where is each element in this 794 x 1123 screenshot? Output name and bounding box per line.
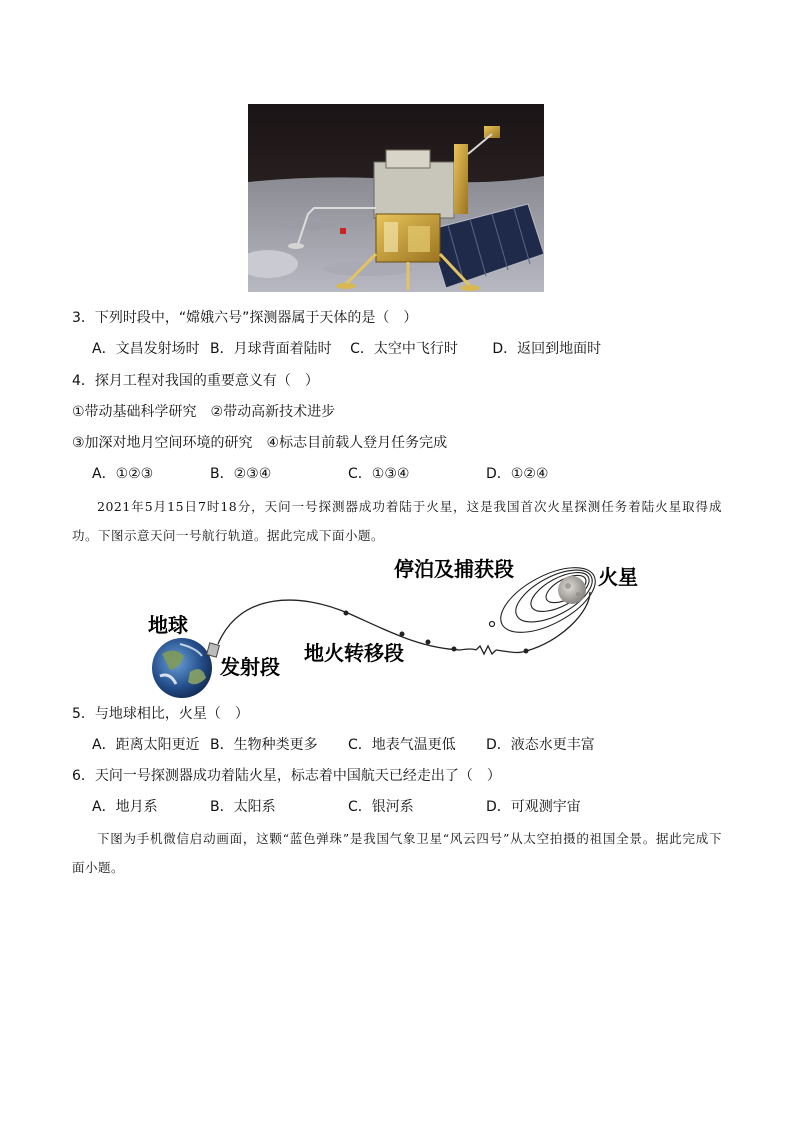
q4-item-2: ③加深对地月空间环境的研究 ④标志目前载人登月任务完成 [72,435,448,451]
q4-option-b[interactable]: B．②③④ [210,466,272,482]
mars-globe [558,576,586,604]
q5-stem: 5．与地球相比，火星（ ） [72,706,249,722]
q4-options [92,464,548,484]
q3-option-d[interactable]: D．返回到地面时 [492,341,602,357]
q6-option-a[interactable]: A．地月系 [92,799,158,815]
q3-option-a[interactable]: A．文昌发射场时 [92,341,200,357]
q6-option-d[interactable]: D．可观测宇宙 [486,799,581,815]
q4-option-c[interactable]: C．①③④ [348,466,410,482]
q6-stem: 6．天问一号探测器成功着陆火星，标志着中国航天已经走出了（ ） [72,768,501,784]
q6-option-b[interactable]: B．太阳系 [210,799,276,815]
label-transfer: 地火转移段 [304,641,404,665]
label-earth: 地球 [148,613,188,637]
q5-option-c[interactable]: C．地表气温更低 [348,737,456,753]
q4-option-d[interactable]: D．①②④ [486,466,549,482]
q5-option-a[interactable]: A．距离太阳更近 [92,737,200,753]
q4-option-a[interactable]: A．①②③ [92,466,154,482]
label-parking: 停泊及捕获段 [394,557,514,581]
q6-option-c[interactable]: C．银河系 [348,799,414,815]
q5-option-d[interactable]: D．液态水更丰富 [486,737,595,753]
earth-globe [152,638,212,698]
q3-stem: 3．下列时段中，“嫦娥六号”探测器属于天体的是（ ） [72,310,418,326]
q3-options [92,339,601,359]
q5-options [92,735,595,755]
q6-options [92,797,581,817]
q4-stem: 4．探月工程对我国的重要意义有（ ） [72,373,319,389]
q4-item-1: ①带动基础科学研究 ②带动高新技术进步 [72,404,336,420]
q3-option-c[interactable]: C．太空中飞行时 [350,341,458,357]
label-launch: 发射段 [220,655,280,679]
passage-tianwen: 2021年5月15日7时18分，天问一号探测器成功着陆于火星，这是我国首次火星探测任务着陆火星取得成功。下图示意天问一号航行轨道。据此完成下面小题。 [72,499,722,543]
change6-lander-photo [248,104,544,292]
passage-fengyun: 下图为手机微信启动画面，这颗“蓝色弹珠”是我国气象卫星“风云四号”从太空拍摄的祖国全景。据此完成下面小题。 [72,831,722,875]
tianwen-trajectory-diagram [140,552,660,700]
q3-option-b[interactable]: B．月球背面着陆时 [210,341,332,357]
label-mars: 火星 [598,565,638,589]
q5-option-b[interactable]: B．生物种类更多 [210,737,318,753]
probe-icon [207,643,220,657]
